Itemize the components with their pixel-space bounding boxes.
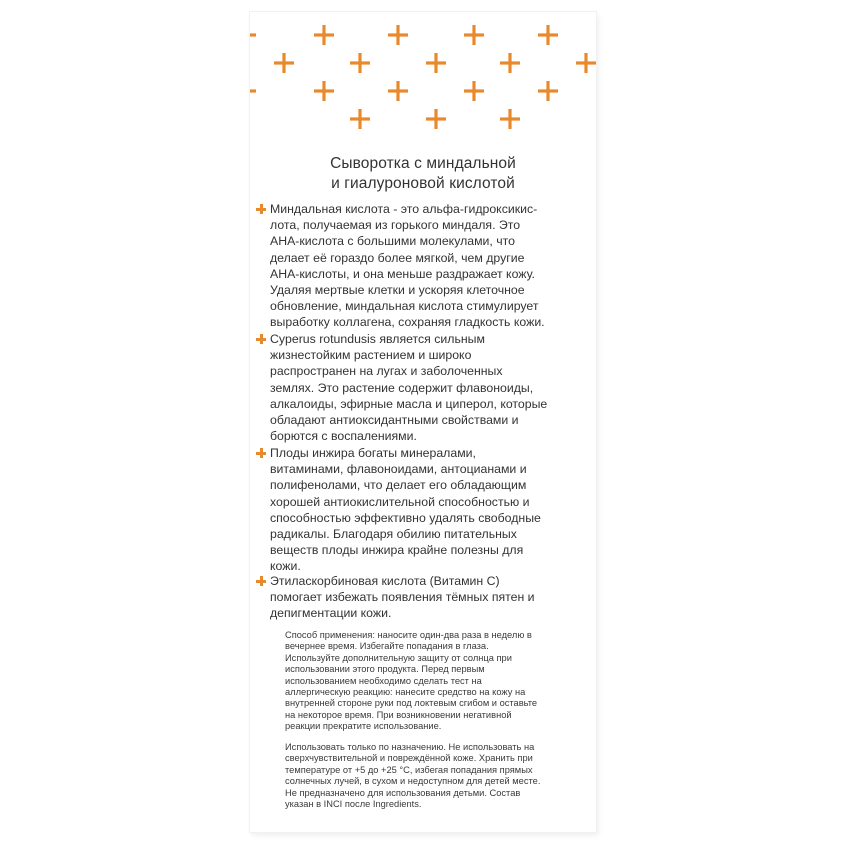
plus-icon: [426, 53, 446, 73]
text-line: жизнестойким растением и широко: [270, 348, 472, 363]
text-line: использовании этого продукта. Перед первым: [285, 664, 485, 675]
plus-icon: [274, 53, 294, 73]
title-line-2: и гиалуроновой кислотой: [331, 175, 515, 192]
text-line: внутренней стороне руки под локтевым сгибом и оставьте: [285, 698, 538, 709]
text-line: борются с воспалениями.: [270, 429, 417, 444]
product-box-panel: [250, 12, 596, 832]
text-line: землях. Это растение содержит флавоноиды,: [270, 380, 534, 395]
plus-icon: [388, 81, 408, 101]
text-line: АНА-кислота с большими молекулами, что: [270, 234, 515, 249]
plus-icon: [464, 81, 484, 101]
text-line: распространен на лугах и заболоченных: [270, 364, 503, 379]
plus-bullet-icon: [256, 334, 266, 344]
text-line: Не предназначено для использования детьми. Состав: [285, 787, 521, 798]
title-line-1: Сыворотка с миндальной: [330, 155, 516, 172]
text-line: выработку коллагена, сохраняя гладкость кожи.: [270, 315, 545, 330]
plus-icon: [388, 25, 408, 45]
text-line: АНА-кислоты, и она меньше раздражает кожу.: [270, 266, 535, 281]
text-line: радикалы. Благодаря обилию питательных: [270, 527, 517, 542]
text-line: помогает избежать появления тёмных пятен и: [270, 590, 535, 605]
text-line: Плоды инжира богаты минералами,: [270, 446, 476, 460]
plus-icon: [314, 25, 334, 45]
text-line: вечернее время. Избегайте попадания в глаза.: [285, 641, 489, 652]
plus-bullet-icon: [256, 576, 266, 586]
plus-icon: [500, 53, 520, 73]
text-line: температуре от +5 до +25 °С, избегая попадания прямых: [285, 764, 533, 775]
plus-icon: [576, 53, 596, 73]
text-line: лота, получаемая из горького миндаля. Это: [270, 218, 521, 233]
text-line: веществ плоды инжира крайне полезны для: [270, 543, 524, 558]
ingredient-paragraph-vitamin-c: [270, 573, 588, 622]
text-line: реакции прекратите использование.: [285, 721, 442, 732]
text-line: Используйте дополнительную защиту от солнца при: [285, 652, 512, 663]
text-line: солнечных лучей, в сухом и недоступном для детей месте.: [285, 776, 541, 787]
text-line: обновление, миндальная кислота стимулирует: [270, 299, 539, 314]
text-line: Способ применения: наносите один-два раза в неделю в: [285, 630, 532, 640]
text-line: способностью эффективно удалять свободные: [270, 510, 541, 525]
plus-icon: [250, 25, 256, 45]
text-line: депигментации кожи.: [270, 606, 392, 621]
plus-icon: [250, 81, 256, 101]
plus-bullet-icon: [256, 448, 266, 458]
ingredient-paragraph-fig: [270, 445, 588, 575]
text-line: сверхчувствительной и повреждённой коже. Хранить при: [285, 753, 533, 764]
text-line: обладают антиоксидантными свойствами и: [270, 413, 519, 428]
text-line: Удаляя мертвые клетки и ускоряя клеточное: [270, 283, 525, 298]
text-line: аллергическую реакцию: нанесите средство на кожу на: [285, 687, 526, 698]
text-line: Миндальная кислота - это альфа-гидроксикис-: [270, 202, 538, 216]
plus-icon: [538, 25, 558, 45]
plus-icon: [350, 109, 370, 129]
text-line: делает её гораздо более мягкой, чем другие: [270, 250, 525, 265]
plus-icon: [500, 109, 520, 129]
text-line: кожи.: [270, 559, 301, 574]
text-line: полифенолами, что делает его обладающим: [270, 478, 527, 493]
text-line: на некоторое время. При возникновении негативной: [285, 709, 512, 720]
plus-icon: [314, 81, 334, 101]
ingredient-paragraph-mandelic: [270, 201, 588, 331]
text-line: Cyperus rotundusis является сильным: [270, 332, 485, 346]
plus-pattern: [250, 12, 596, 147]
text-line: алкалоиды, эфирные масла и циперол, которые: [270, 396, 548, 411]
text-line: использованием необходимо сделать тест на: [285, 675, 482, 686]
product-title: [250, 154, 596, 194]
plus-icon: [464, 25, 484, 45]
warnings-storage: [285, 742, 585, 810]
plus-bullet-icon: [256, 204, 266, 214]
text-line: Использовать только по назначению. Не использовать на: [285, 742, 535, 752]
ingredient-paragraph-cyperus: [270, 331, 588, 444]
plus-icon: [538, 81, 558, 101]
text-line: витаминами, флавоноидами, антоцианами и: [270, 462, 527, 477]
usage-instructions: [285, 630, 585, 733]
text-line: Этиласкорбиновая кислота (Витамин С): [270, 574, 500, 588]
plus-icon: [426, 109, 446, 129]
plus-icon: [350, 53, 370, 73]
text-line: указан в INCI после Ingredients.: [285, 799, 422, 810]
text-line: хорошей антиокислительной способностью и: [270, 494, 530, 509]
